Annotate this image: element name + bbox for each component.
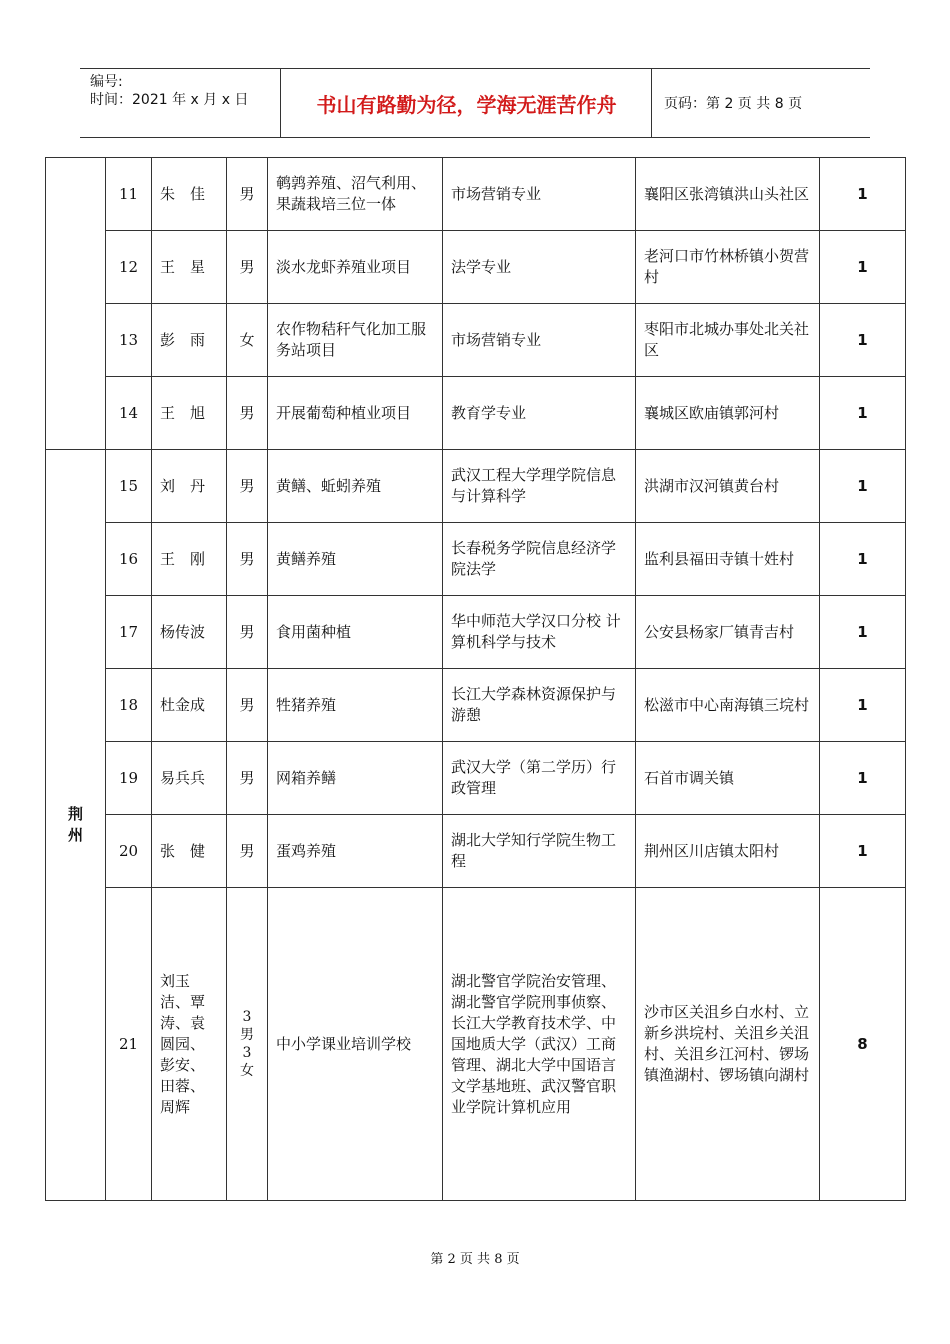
row-number-cell: 13 xyxy=(106,304,152,377)
person-count-cell: 1 xyxy=(820,377,906,450)
location-cell: 荆州区川店镇太阳村 xyxy=(636,815,820,888)
gender-cell: 男 xyxy=(227,158,268,231)
gender-cell: 男 xyxy=(227,450,268,523)
gender-cell: 男 xyxy=(227,815,268,888)
person-name-cell: 杨传波 xyxy=(152,596,227,669)
person-count-cell: 1 xyxy=(820,304,906,377)
table-row xyxy=(46,888,906,1201)
page-header xyxy=(80,68,870,138)
project-name-cell: 开展葡萄种植业项目 xyxy=(268,377,443,450)
location-cell: 松滋市中心南海镇三垸村 xyxy=(636,669,820,742)
table-row xyxy=(46,815,906,888)
person-name-cell: 王 刚 xyxy=(152,523,227,596)
person-count-cell: 1 xyxy=(820,815,906,888)
gender-cell: 男 xyxy=(227,231,268,304)
location-cell: 老河口市竹林桥镇小贺营村 xyxy=(636,231,820,304)
table-row xyxy=(46,231,906,304)
location-cell: 沙市区关沮乡白水村、立新乡洪垸村、关沮乡关沮村、关沮乡江河村、锣场镇渔湖村、锣场镇向湖村 xyxy=(636,888,820,1201)
project-name-cell: 食用菌种植 xyxy=(268,596,443,669)
row-number-cell: 11 xyxy=(106,158,152,231)
gender-cell: 男 xyxy=(227,377,268,450)
school-major-cell: 教育学专业 xyxy=(443,377,636,450)
location-cell: 襄城区欧庙镇郭河村 xyxy=(636,377,820,450)
gender-cell: 男 xyxy=(227,669,268,742)
gender-cell: 男 xyxy=(227,742,268,815)
row-number-cell: 12 xyxy=(106,231,152,304)
row-number-cell: 14 xyxy=(106,377,152,450)
person-name-cell: 刘 丹 xyxy=(152,450,227,523)
header-meta xyxy=(80,69,281,137)
project-table xyxy=(45,157,906,1201)
school-major-cell: 湖北大学知行学院生物工程 xyxy=(443,815,636,888)
project-name-cell: 鹌鹑养殖、沼气利用、果蔬栽培三位一体 xyxy=(268,158,443,231)
table-row xyxy=(46,523,906,596)
school-major-cell: 长春税务学院信息经济学院法学 xyxy=(443,523,636,596)
table-row xyxy=(46,450,906,523)
location-cell: 公安县杨家厂镇青吉村 xyxy=(636,596,820,669)
person-count-cell: 1 xyxy=(820,231,906,304)
person-count-cell: 1 xyxy=(820,523,906,596)
row-number-cell: 21 xyxy=(106,888,152,1201)
project-name-cell: 黄鳝养殖 xyxy=(268,523,443,596)
location-cell: 石首市调关镇 xyxy=(636,742,820,815)
school-major-cell: 华中师范大学汉口分校 计算机科学与技术 xyxy=(443,596,636,669)
table-row xyxy=(46,377,906,450)
code-label: 编号: xyxy=(90,74,123,90)
project-name-cell: 农作物秸秆气化加工服务站项目 xyxy=(268,304,443,377)
page-label: 页码：第 2 页 共 8 页 xyxy=(664,96,803,112)
school-major-cell: 武汉大学（第二学历）行政管理 xyxy=(443,742,636,815)
project-name-cell: 牲猪养殖 xyxy=(268,669,443,742)
row-number-cell: 18 xyxy=(106,669,152,742)
person-count-cell: 1 xyxy=(820,158,906,231)
person-name-cell: 杜金成 xyxy=(152,669,227,742)
gender-cell: 3男3女 xyxy=(227,888,268,1201)
region-cell-prev xyxy=(46,158,106,450)
person-name-cell: 朱 佳 xyxy=(152,158,227,231)
table-row xyxy=(46,304,906,377)
school-major-cell: 市场营销专业 xyxy=(443,304,636,377)
table-row xyxy=(46,158,906,231)
table-row xyxy=(46,669,906,742)
project-name-cell: 中小学课业培训学校 xyxy=(268,888,443,1201)
gender-cell: 男 xyxy=(227,523,268,596)
school-major-cell: 湖北警官学院治安管理、湖北警官学院刑事侦察、长江大学教育技术学、中国地质大学（武汉）工商管理、湖北大学中国语言文学基地班、武汉警官职业学院计算机应用 xyxy=(443,888,636,1201)
project-name-cell: 黄鳝、蚯蚓养殖 xyxy=(268,450,443,523)
school-major-cell: 市场营销专业 xyxy=(443,158,636,231)
row-number-cell: 19 xyxy=(106,742,152,815)
gender-cell: 女 xyxy=(227,304,268,377)
person-name-cell: 刘玉洁、覃涛、袁圆园、彭安、田蓉、周辉 xyxy=(152,888,227,1201)
school-major-cell: 武汉工程大学理学院信息与计算科学 xyxy=(443,450,636,523)
region-cell-jingzhou: 荆 州 xyxy=(46,450,106,1201)
row-number-cell: 20 xyxy=(106,815,152,888)
row-number-cell: 15 xyxy=(106,450,152,523)
gender-cell: 男 xyxy=(227,596,268,669)
motto: 书山有路勤为径，学海无涯苦作舟 xyxy=(282,69,652,137)
person-name-cell: 易兵兵 xyxy=(152,742,227,815)
table-row xyxy=(46,596,906,669)
table-row xyxy=(46,742,906,815)
person-name-cell: 张 健 xyxy=(152,815,227,888)
person-name-cell: 王 星 xyxy=(152,231,227,304)
school-major-cell: 长江大学森林资源保护与游憩 xyxy=(443,669,636,742)
location-cell: 枣阳市北城办事处北关社区 xyxy=(636,304,820,377)
person-count-cell: 1 xyxy=(820,450,906,523)
person-count-cell: 1 xyxy=(820,742,906,815)
location-cell: 洪湖市汉河镇黄台村 xyxy=(636,450,820,523)
row-number-cell: 16 xyxy=(106,523,152,596)
location-cell: 监利县福田寺镇十姓村 xyxy=(636,523,820,596)
row-number-cell: 17 xyxy=(106,596,152,669)
page-footer: 第 2 页 共 8 页 xyxy=(430,1252,520,1267)
person-count-cell: 8 xyxy=(820,888,906,1201)
project-name-cell: 蛋鸡养殖 xyxy=(268,815,443,888)
project-name-cell: 网箱养鳝 xyxy=(268,742,443,815)
location-cell: 襄阳区张湾镇洪山头社区 xyxy=(636,158,820,231)
time-label: 时间：2021 年 x 月 x 日 xyxy=(90,92,249,108)
school-major-cell: 法学专业 xyxy=(443,231,636,304)
person-count-cell: 1 xyxy=(820,669,906,742)
person-count-cell: 1 xyxy=(820,596,906,669)
project-name-cell: 淡水龙虾养殖业项目 xyxy=(268,231,443,304)
person-name-cell: 王 旭 xyxy=(152,377,227,450)
person-name-cell: 彭 雨 xyxy=(152,304,227,377)
